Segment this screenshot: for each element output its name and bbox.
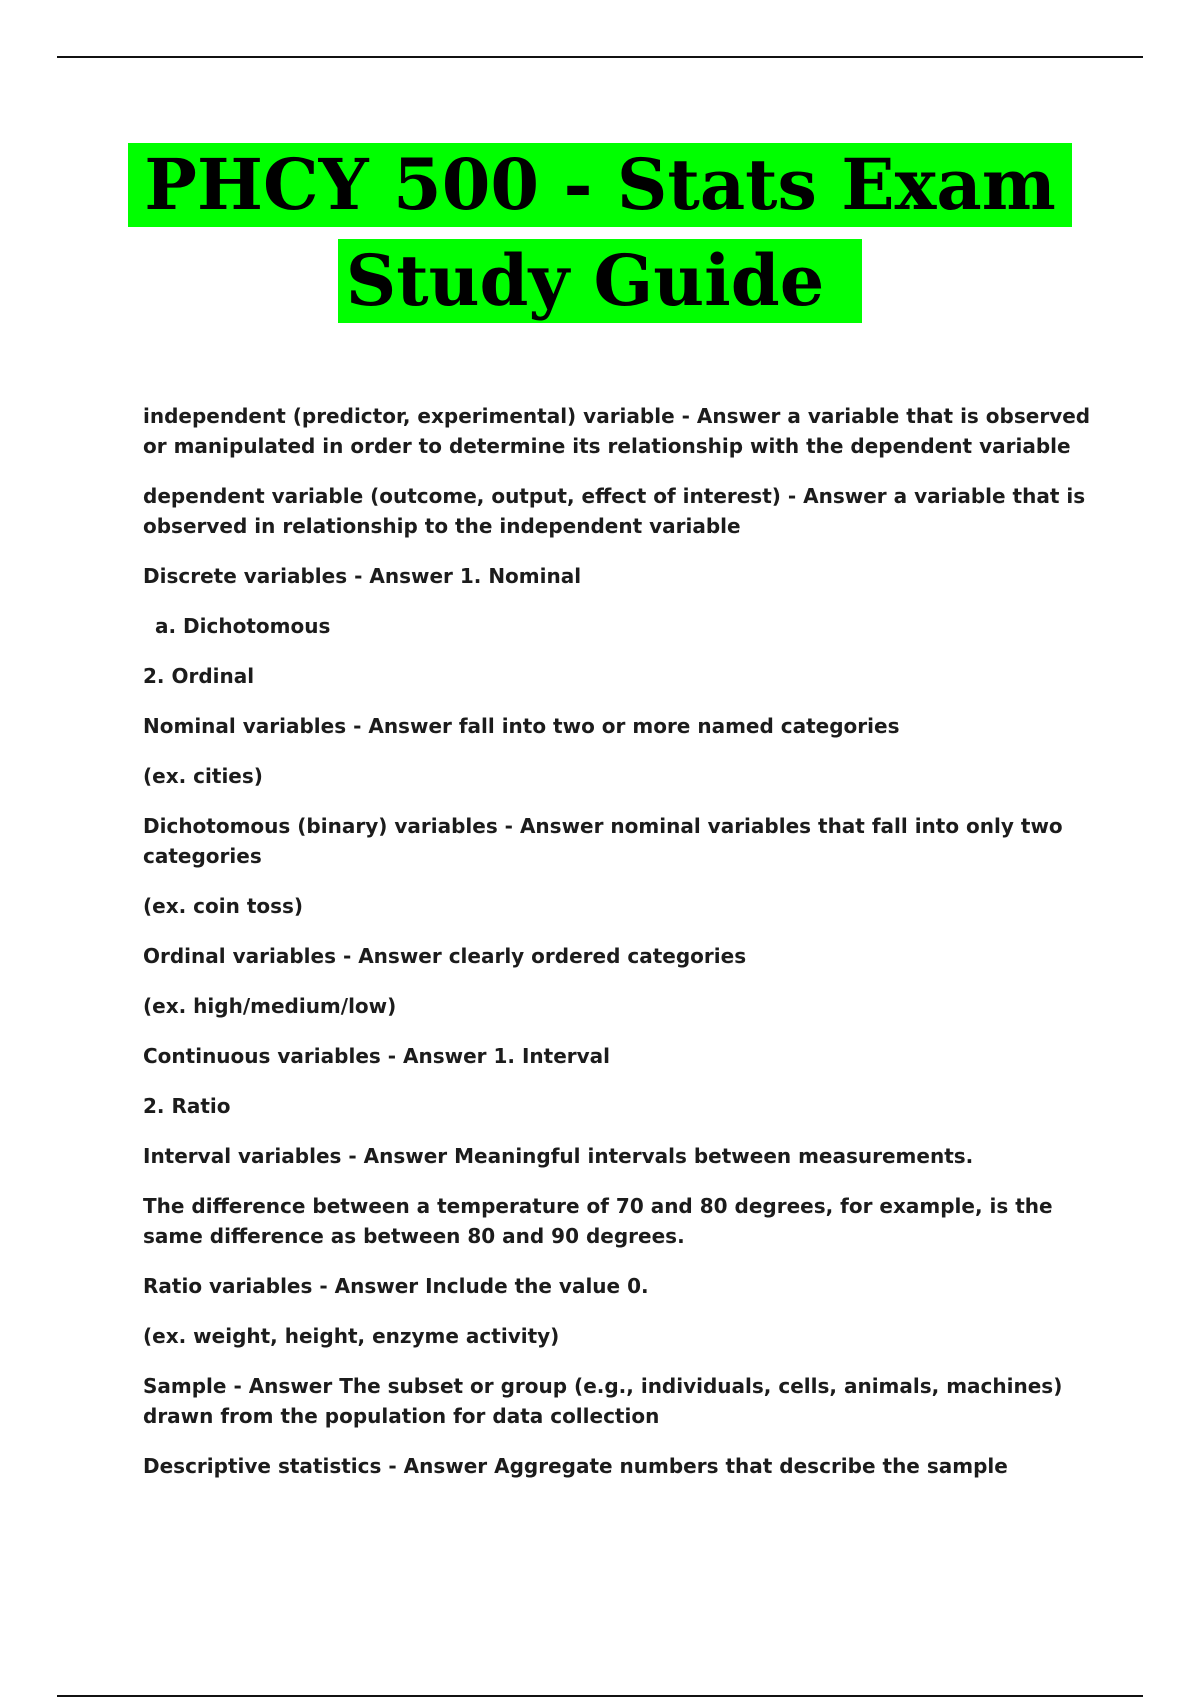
document-title [0, 143, 1200, 323]
paragraph-dependent-variable: dependent variable (outcome, output, effect of interest) - Answer a variable that is observed in relationship to the independent variable [143, 484, 1093, 538]
paragraph-ordinal-item: 2. Ordinal [143, 664, 255, 688]
paragraph-descriptive-statistics: Descriptive statistics - Answer Aggregate numbers that describe the sample [143, 1454, 1008, 1478]
paragraph-nominal-variables: Nominal variables - Answer fall into two or more named categories [143, 714, 900, 738]
paragraph-interval-example: The difference between a temperature of 70 and 80 degrees, for example, is the same difference as between 80 and 90 degrees. [143, 1194, 1060, 1248]
paragraph-ratio-item: 2. Ratio [143, 1094, 231, 1118]
paragraph-dichotomous-variables: Dichotomous (binary) variables - Answer nominal variables that fall into only two categories [143, 814, 1070, 868]
paragraph-nominal-example: (ex. cities) [143, 764, 263, 788]
title-line-1: PHCY 500 - Stats Exam [128, 143, 1072, 227]
paragraph-ratio-example: (ex. weight, height, enzyme activity) [143, 1324, 560, 1348]
paragraph-independent-variable: independent (predictor, experimental) variable - Answer a variable that is observed or manipulated in order to determine its relationship with the dependent variable [143, 404, 1098, 458]
bottom-rule [57, 1695, 1143, 1697]
paragraph-dichotomous-example: (ex. coin toss) [143, 894, 304, 918]
study-guide-body [143, 401, 1103, 1501]
paragraph-discrete-variables: Discrete variables - Answer 1. Nominal [143, 564, 582, 588]
paragraph-ordinal-example: (ex. high/medium/low) [143, 994, 397, 1018]
paragraph-continuous-variables: Continuous variables - Answer 1. Interval [143, 1044, 611, 1068]
paragraph-ordinal-variables: Ordinal variables - Answer clearly ordered categories [143, 944, 747, 968]
paragraph-dichotomous-item: a. Dichotomous [155, 614, 331, 638]
top-rule [57, 56, 1143, 58]
paragraph-sample: Sample - Answer The subset or group (e.g., individuals, cells, animals, machines) drawn from the population for data collection [143, 1374, 1070, 1428]
title-line-2: Study Guide [338, 239, 863, 323]
paragraph-interval-variables: Interval variables - Answer Meaningful intervals between measurements. [143, 1144, 974, 1168]
paragraph-ratio-variables: Ratio variables - Answer Include the value 0. [143, 1274, 649, 1298]
